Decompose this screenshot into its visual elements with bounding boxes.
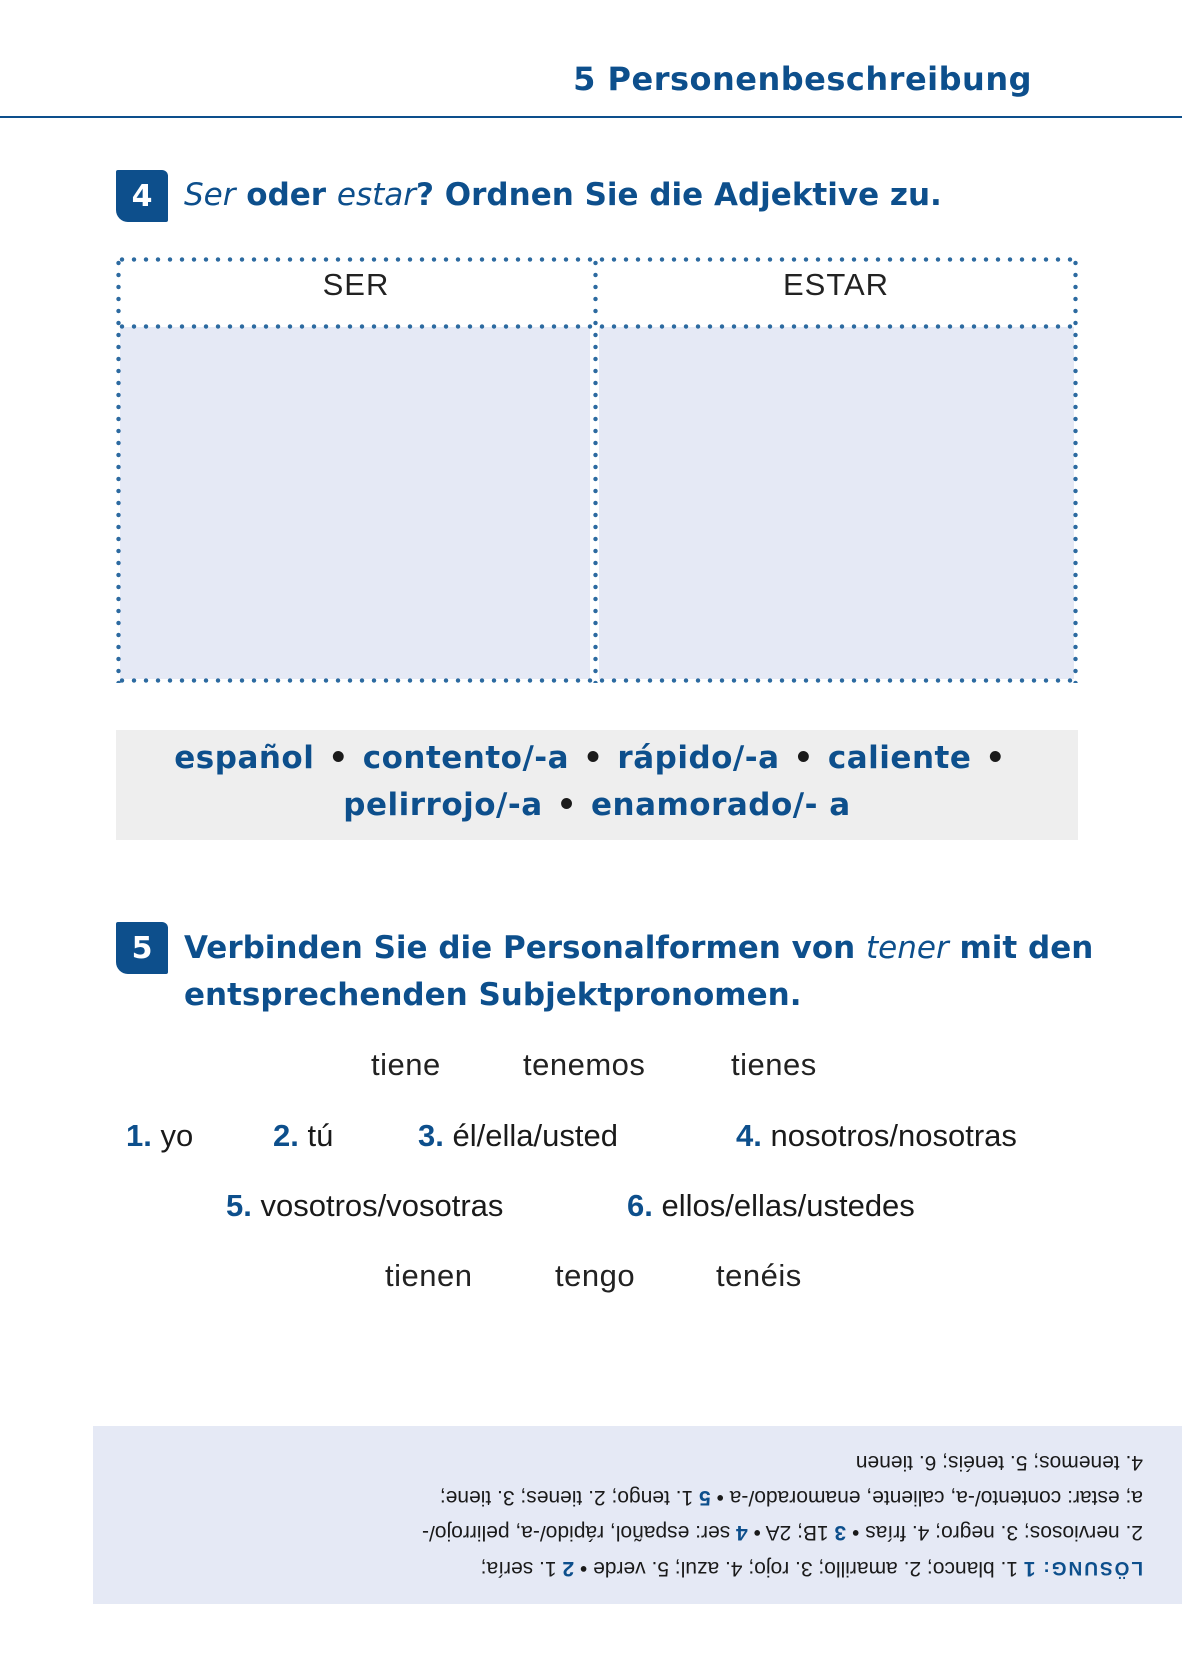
solution-num: 1 — [1023, 1557, 1036, 1580]
title-part3: mit den — [948, 930, 1094, 966]
pronoun-3[interactable] — [418, 1118, 618, 1154]
word-line-2 — [116, 787, 1078, 823]
title-oder: oder — [235, 177, 337, 213]
word-rapido: rápido/-a — [617, 740, 780, 776]
solution-line-1 — [133, 1550, 1143, 1586]
title-estar: estar — [336, 177, 417, 213]
bullet: • — [556, 787, 577, 823]
cell-ser[interactable] — [120, 327, 590, 679]
cell-estar[interactable] — [599, 327, 1074, 679]
verb-teneis[interactable]: tenéis — [716, 1258, 802, 1293]
solution-num: 4 — [736, 1521, 748, 1544]
pronoun-text: tú — [307, 1118, 334, 1153]
solution-num: 5 — [699, 1486, 711, 1509]
pronoun-2[interactable] — [273, 1118, 333, 1154]
solution-text — [133, 1445, 1143, 1586]
solution-num: 2 — [562, 1557, 575, 1580]
solution-line-3 — [133, 1480, 1143, 1515]
pronoun-text: nosotros/nosotras — [770, 1118, 1017, 1153]
bullet: • — [328, 740, 349, 776]
verb-tienen[interactable]: tienen — [385, 1258, 473, 1293]
solution-seg: 1. tengo; 2. tienes; 3. tiene; — [439, 1486, 700, 1509]
word-line-1 — [116, 740, 1078, 776]
exercise-4-title — [184, 172, 942, 219]
exercise-5-badge: 5 — [116, 922, 168, 974]
pronoun-1[interactable] — [126, 1118, 193, 1154]
solution-seg: ser: español, rápido/-a, pelirrojo/- — [422, 1521, 737, 1544]
pronoun-number: 5. — [226, 1188, 252, 1223]
solution-seg: 1B; 2A • — [747, 1521, 835, 1544]
pronoun-number: 3. — [418, 1118, 444, 1153]
header-rule — [0, 116, 1182, 118]
table-border-middle — [593, 257, 598, 683]
word-espanol: español — [174, 740, 315, 776]
pronoun-text: ellos/ellas/ustedes — [661, 1188, 915, 1223]
verb-tienes[interactable]: tienes — [731, 1047, 817, 1082]
solution-seg: 1. sería; — [480, 1557, 563, 1580]
exercise-5-title — [184, 925, 1093, 1019]
pronoun-number: 1. — [126, 1118, 152, 1153]
column-header-ser: SER — [322, 267, 390, 302]
solution-seg: 1. blanco; 2. amarillo; 3. rojo; 4. azul; 5. verde • — [574, 1557, 1024, 1580]
title-line2: entsprechenden Subjektpronomen. — [184, 977, 802, 1013]
pronoun-text: yo — [160, 1118, 194, 1153]
pronoun-text: él/ella/usted — [452, 1118, 618, 1153]
ser-estar-table — [116, 257, 1078, 683]
solution-seg: a; estar: contento/-a, caliente, enamorado/-a • — [710, 1486, 1143, 1509]
bullet: • — [985, 740, 1006, 776]
bullet: • — [583, 740, 604, 776]
verb-tiene[interactable]: tiene — [371, 1047, 441, 1082]
pronoun-6[interactable] — [627, 1188, 915, 1224]
word-enamorado: enamorado/- a — [590, 787, 851, 823]
solution-label: LÖSUNG: — [1041, 1557, 1143, 1578]
exercise-4-badge: 4 — [116, 170, 168, 222]
solution-line-2 — [133, 1515, 1143, 1550]
word-caliente: caliente — [827, 740, 972, 776]
bullet: • — [793, 740, 814, 776]
pronoun-text: vosotros/vosotras — [260, 1188, 504, 1223]
solution-num: 3 — [834, 1521, 847, 1544]
pronoun-number: 2. — [273, 1118, 299, 1153]
verb-tenemos[interactable]: tenemos — [523, 1047, 646, 1082]
title-tener: tener — [866, 930, 949, 966]
pronoun-number: 6. — [627, 1188, 653, 1223]
title-part1: Verbinden Sie die Personalformen von — [184, 930, 866, 966]
pronoun-5[interactable] — [226, 1188, 503, 1224]
pronoun-4[interactable] — [736, 1118, 1017, 1154]
table-border-right — [1073, 257, 1078, 683]
adjective-word-box — [116, 730, 1078, 840]
page-header-title: 5 Personenbeschreibung — [573, 60, 1032, 98]
title-ser: Ser — [184, 177, 236, 213]
word-pelirrojo: pelirrojo/-a — [343, 787, 543, 823]
column-header-estar: ESTAR — [782, 267, 890, 302]
word-contento: contento/-a — [362, 740, 570, 776]
solution-line-4: 4. tenemos; 5. tenéis; 6. tienen — [855, 1451, 1143, 1474]
pronoun-number: 4. — [736, 1118, 762, 1153]
solution-box — [93, 1426, 1182, 1604]
solution-seg: 2. nerviosos; 3. negro; 4. frías • — [846, 1521, 1143, 1544]
verb-tengo[interactable]: tengo — [555, 1258, 636, 1293]
table-border-left — [116, 257, 121, 683]
title-rest: ? Ordnen Sie die Adjektive zu. — [416, 177, 942, 213]
